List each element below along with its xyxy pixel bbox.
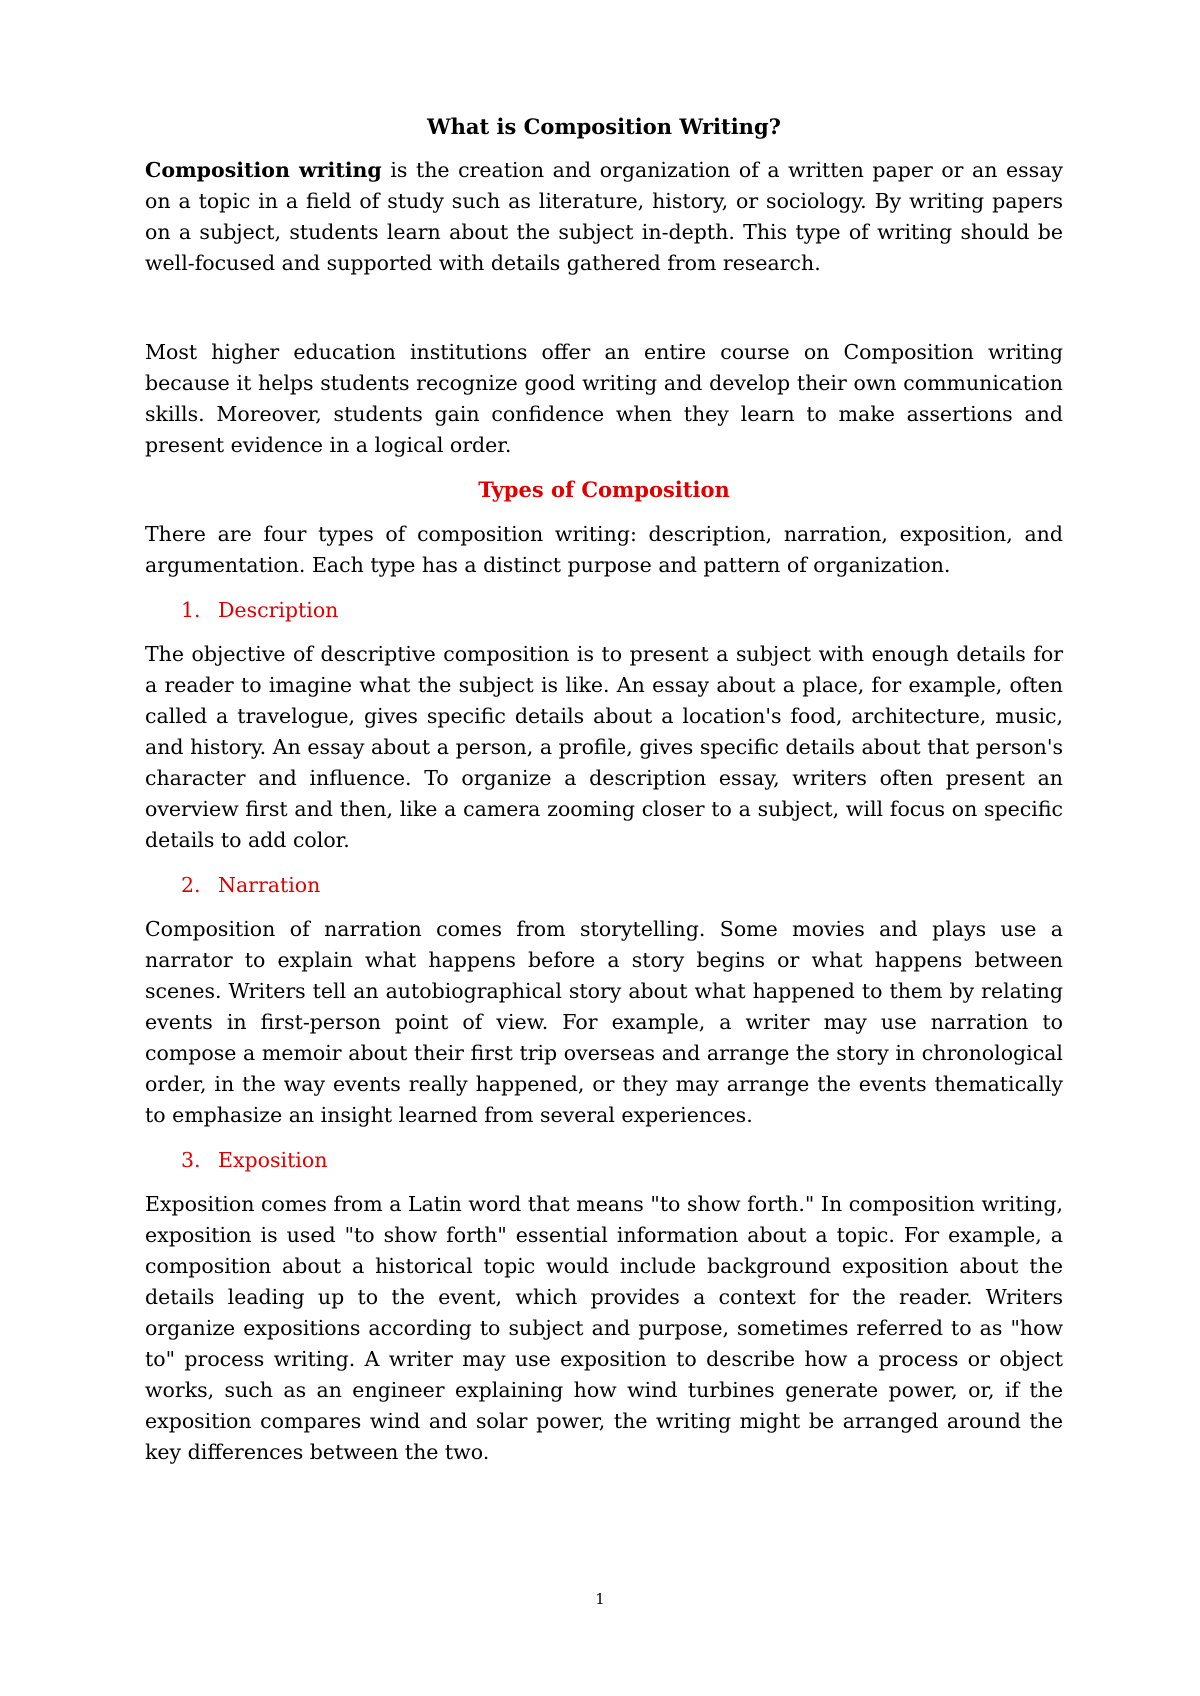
intro-rest: is the creation and organization of a written paper or an essay on a topic in a field of study such as literature, history, or sociology. By writing papers on a subject, students learn about the subject in-depth. This type of writing should be well-focused and supported with details gathered from research. bbox=[145, 158, 1063, 275]
types-intro-paragraph: There are four types of composition writing: description, narration, exposition, and argumentation. Each type has a distinct purpose and pattern of organization. bbox=[145, 522, 1063, 577]
section-title: Narration bbox=[218, 873, 321, 897]
section-heading-description bbox=[181, 595, 1063, 625]
document-body bbox=[145, 112, 1063, 1468]
section-title: Exposition bbox=[218, 1148, 328, 1172]
section-heading-exposition bbox=[181, 1145, 1063, 1175]
section-text-exposition: Exposition comes from a Latin word that means "to show forth." In composition writing, exposition is used "to show forth" essential information about a topic. For example, a composition about a historical topic would include background exposition about the details leading up to the event, which provides a context for the reader. Writers organize expositions according to subject and purpose, sometimes referred to as "how to" process writing. A writer may use exposition to describe how a process or object works, such as an engineer explaining how wind turbines generate power, or, if the exposition compares wind and solar power, the writing might be arranged around the key differences between the two. bbox=[145, 1192, 1063, 1464]
intro-paragraph bbox=[145, 155, 1063, 279]
section-number: 2. bbox=[181, 873, 201, 897]
section-number: 3. bbox=[181, 1148, 201, 1172]
section-text-description: The objective of descriptive composition is to present a subject with enough details for a reader to imagine what the subject is like. An essay about a place, for example, often called a travelogue, gives specific details about a location's food, architecture, music, and history. An essay about a person, a profile, gives specific details about that person's character and influence. To organize a description essay, writers often present an overview first and then, like a camera zooming closer to a subject, will focus on specific details to add color. bbox=[145, 642, 1063, 852]
section-number: 1. bbox=[181, 598, 201, 622]
intro-lead-term: Composition writing bbox=[145, 158, 382, 182]
document-title: What is Composition Writing? bbox=[427, 114, 781, 139]
paragraph-higher-education: Most higher education institutions offer an entire course on Composition writing because it helps students recognize good writing and develop their own communication skills. Moreover, students gain confidence when they learn to make assertions and present evidence in a logical order. bbox=[145, 340, 1063, 457]
types-heading: Types of Composition bbox=[478, 477, 730, 502]
section-text-narration: Composition of narration comes from storytelling. Some movies and plays use a narrator to explain what happens before a story begins or what happens between scenes. Writers tell an autobiographical story about what happened to them by relating events in first-person point of view. For example, a writer may use narration to compose a memoir about their first trip overseas and arrange the story in chronological order, in the way events really happened, or they may arrange the events thematically to emphasize an insight learned from several experiences. bbox=[145, 917, 1063, 1127]
section-title: Description bbox=[218, 598, 339, 622]
page-number: 1 bbox=[595, 1590, 605, 1608]
section-heading-narration bbox=[181, 870, 1063, 900]
